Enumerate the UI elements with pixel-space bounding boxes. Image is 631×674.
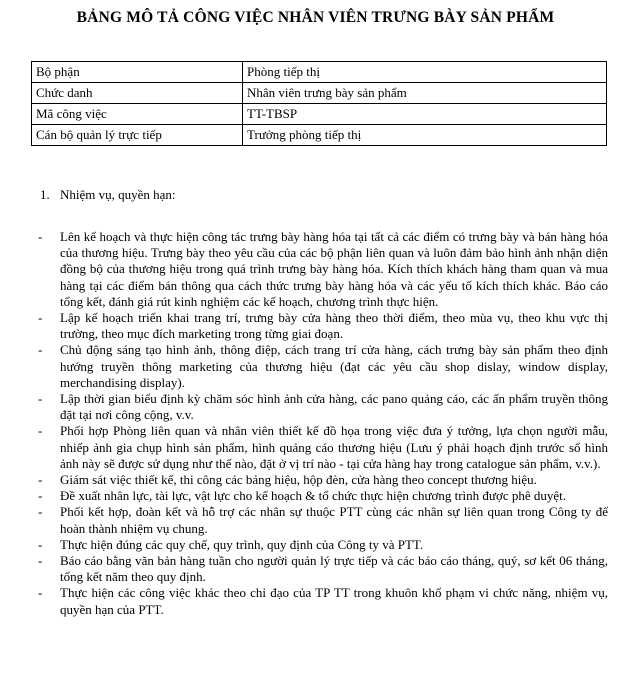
bullet-dash: - <box>38 342 43 358</box>
list-item <box>38 553 608 585</box>
list-item-text: Lập kế hoạch triển khai trang trí, trưng bày cửa hàng theo thời điểm, theo mùa vụ, theo khu vực thị trường, theo mục đích marketing trong từng giai đoạn. <box>60 310 608 342</box>
list-item <box>38 310 608 342</box>
list-item <box>38 488 608 504</box>
list-item-text: Đề xuất nhân lực, tài lực, vật lực cho kế hoạch & tổ chức thực hiện chương trình được phê duyệt. <box>60 488 567 504</box>
job-info-table <box>31 61 607 146</box>
bullet-dash: - <box>38 585 43 601</box>
document-title: BẢNG MÔ TẢ CÔNG VIỆC NHÂN VIÊN TRƯNG BÀY SẢN PHẨM <box>76 9 555 26</box>
list-item <box>38 229 608 310</box>
section-number: 1. <box>40 187 50 202</box>
table-cell-label: Bộ phận <box>32 62 243 83</box>
table-row <box>32 125 607 146</box>
list-item <box>38 472 608 488</box>
table-cell-value: Nhân viên trưng bày sản phẩm <box>243 83 607 104</box>
section-heading <box>40 187 176 203</box>
bullet-dash: - <box>38 504 43 520</box>
table-cell-value: TT-TBSP <box>243 104 607 125</box>
bullet-dash: - <box>38 536 43 552</box>
table-row <box>32 83 607 104</box>
list-item-text: Thực hiện các công việc khác theo chỉ đạo của TP TT trong khuôn khổ phạm vi chức năng, nhiệm vụ, quyền hạn của PTT. <box>60 585 608 617</box>
bullet-dash: - <box>38 391 43 407</box>
bullet-dash: - <box>38 488 43 504</box>
bullet-dash: - <box>38 423 43 439</box>
table-row <box>32 62 607 83</box>
list-item <box>38 391 608 423</box>
bullet-dash: - <box>38 310 43 326</box>
table-cell-value: Trưởng phòng tiếp thị <box>243 125 607 146</box>
list-item-text: Giám sát việc thiết kế, thi công các bảng hiệu, hộp đèn, cửa hàng theo concept thương hiệu. <box>60 472 537 488</box>
list-item-text: Thực hiện đúng các quy chế, quy trình, quy định của Công ty và PTT. <box>60 536 424 552</box>
list-item <box>38 504 608 536</box>
list-item-text: Chủ động sáng tạo hình ảnh, thông điệp, cách trang trí cửa hàng, cách trưng bày sản phẩm theo định hướng truyền thông marketing của thương hiệu (đạt các yêu cầu shop dislay, window display, merchandising display). <box>60 342 608 390</box>
bullet-dash: - <box>38 472 43 488</box>
list-item <box>38 342 608 391</box>
list-item-text: Lập thời gian biểu định kỳ chăm sóc hình ảnh cửa hàng, các pano quảng cáo, các ấn phẩm truyền thông đặt tại nơi công cộng, v.v. <box>60 391 608 423</box>
list-item-text: Báo cáo bằng văn bản hàng tuần cho người quản lý trực tiếp và các báo cáo tháng, quý, sơ kết 06 tháng, tổng kết năm theo quy định. <box>60 553 608 585</box>
list-item-text: Lên kế hoạch và thực hiện công tác trưng bày hàng hóa tại tất cả các điểm có trưng bày và bán hàng hóa của thương hiệu. Trưng bày theo yêu cầu của các bộ phận liên quan và luôn đảm bảo hình ảnh nhận diện đồng bộ của thương hiệu trong quá trình trưng bày hàng hóa. Kích thích khách hàng tham quan và mua hàng tại các điểm bán thông qua cách thức trưng bày hàng hóa và các yếu tố kích thích khác. Báo cáo tổng kết, đánh giá rút kinh nghiệm các kế hoạch, chương trình thực hiện. <box>60 229 608 309</box>
list-item <box>38 537 608 553</box>
table-cell-label: Mã công việc <box>32 104 243 125</box>
table-cell-value: Phòng tiếp thị <box>243 62 607 83</box>
bullet-dash: - <box>38 553 43 569</box>
list-item-text: Phối hợp Phòng liên quan và nhân viên thiết kế đồ họa trong việc đưa ý tưởng, lựa chọn người mẫu, nhiếp ảnh gia chụp hình sản phẩm, hình quảng cáo thương hiệu (Lưu ý phải hoạch định trước số hình ảnh này sẽ được sử dụng như thế nào, đặt ở vị trí nào - tại cửa hàng hay trong catalogue sản phẩm, v.v.). <box>60 423 608 471</box>
duties-list <box>38 229 608 618</box>
table-cell-label: Cán bộ quản lý trực tiếp <box>32 125 243 146</box>
list-item <box>38 585 608 617</box>
table-cell-label: Chức danh <box>32 83 243 104</box>
list-item <box>38 423 608 472</box>
list-item-text: Phối kết hợp, đoàn kết và hỗ trợ các nhân sự thuộc PTT cùng các nhân sự liên quan trong Công ty để hoàn thành nhiệm vụ chung. <box>60 504 608 536</box>
bullet-dash: - <box>38 229 43 244</box>
table-row <box>32 104 607 125</box>
section-title: Nhiệm vụ, quyền hạn: <box>60 187 176 202</box>
